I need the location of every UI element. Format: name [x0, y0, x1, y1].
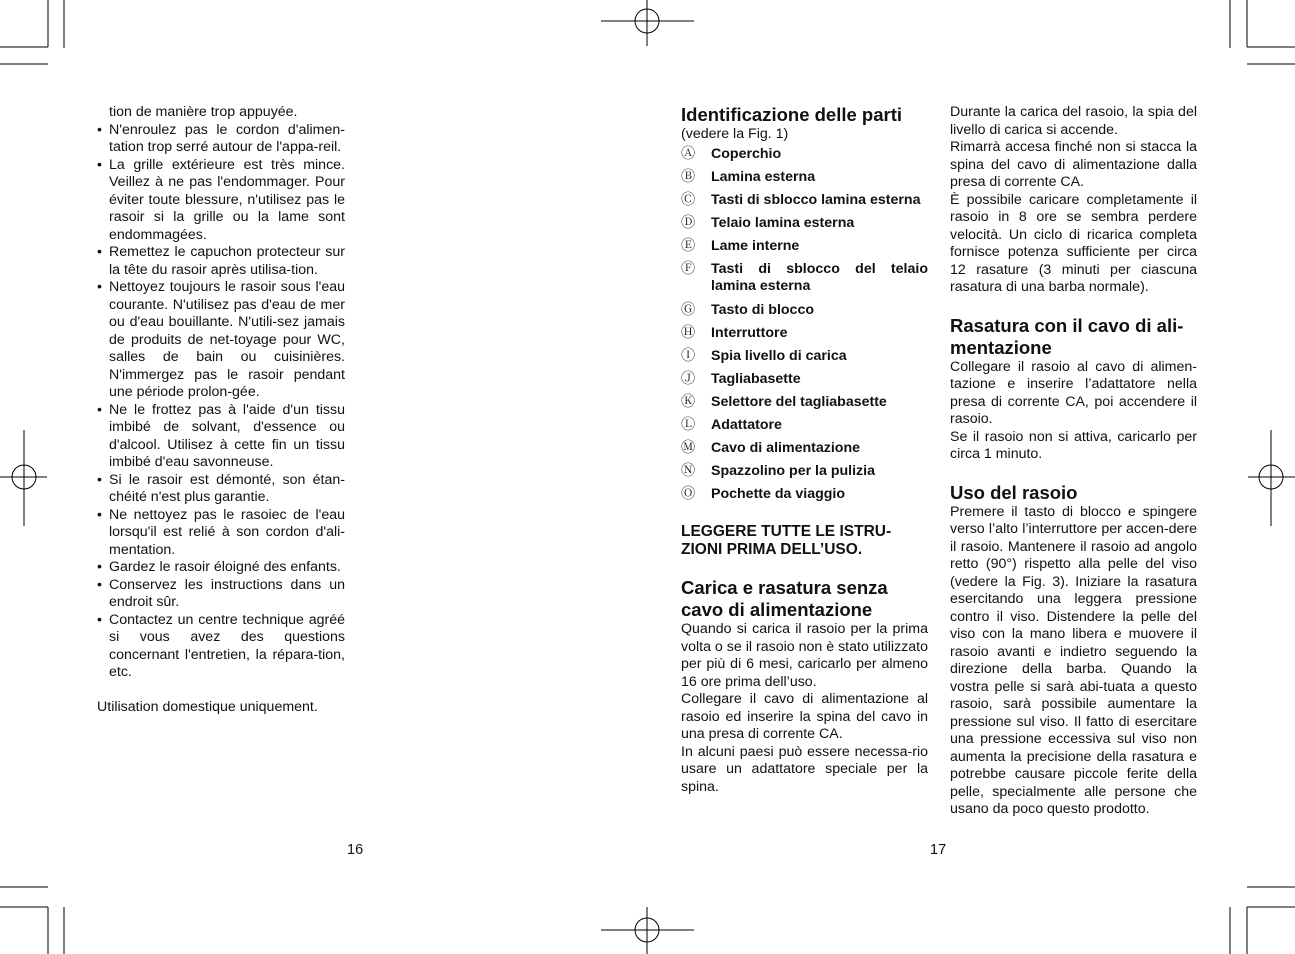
registration-mark-right [1248, 430, 1295, 526]
bullet-item: • Nettoyez toujours le rasoir sous l'eau courante. N'utilisez pas d'eau de mer ou d'eau bouillante. N'utili-sez jamais de produits de net-toyage pour WC, salles de bain ou cuisinières. N'immergez pas le rasoir pendant une période prolon-gée. [97, 279, 345, 402]
part-label: Tasto di blocco [711, 301, 814, 318]
bullet-item: • Gardez le rasoir éloigné des enfants. [97, 559, 345, 577]
bullet-item: • Ne le frottez pas à l'aide d'un tissu imbibé de solvant, d'essence ou d'alcool. Utilisez à cette fin un tissu imbibé d'eau savonneuse. [97, 402, 345, 472]
part-label: Spia livello di carica [711, 347, 847, 364]
circled-letter-b-icon: Ⓑ [681, 168, 696, 185]
part-label: Coperchio [711, 145, 782, 162]
circled-letter-o-icon: Ⓞ [681, 486, 696, 503]
part-label: Spazzolino per la pulizia [711, 463, 875, 480]
registration-mark-bottom [601, 907, 694, 954]
charging-paragraph: È possibile caricare completamente il rasoio in 8 ore se sembra perdere velocità. Un ciclo di ricarica completa fornisce potenza sufficiente per circa 12 rasature (3 minuti per ciascuna rasatura di una barba normale). [950, 191, 1197, 295]
cord-paragraph: Se il rasoio non si attiva, caricarlo per circa 1 minuto. [950, 428, 1197, 462]
registration-mark-left [0, 430, 47, 526]
part-item [681, 238, 928, 256]
cord-paragraph: Collegare il rasoio al cavo di alimen-tazione e inserire l’adattatore nella presa di corrente CA, poi accendere il rasoio. [950, 358, 1197, 427]
bullet-item: • La grille extérieure est très mince. Veillez à ne pas l'endommager. Pour éviter toute blessure, n'utilisez pas le rasoir si la grille ou la lame sont endommagées. [97, 157, 345, 245]
bullet-item: • Ne nettoyez pas le rasoiec de l'eau lorsqu'il est relié à son cordon d'ali-mentation. [97, 507, 345, 560]
charging-paragraph: Rimarrà accesa finché non si stacca la spina del cavo di alimentazione dalla presa di corrente CA. [950, 139, 1197, 190]
use-paragraph: Premere il tasto di blocco e spingere verso l’alto l’interruttore per accen-dere il rasoio. Mantenere il rasoio ad angolo retto (90°) rispetto alla pelle del viso (vedere la Fig. 3). Iniziare la rasatura esercitando una leggera pressione contro il viso. Distendere la pelle del viso con la mano libera e muovere il rasoio avanti e indietro seguendo la direzione della barba. Quando la vostra pelle si sarà abi-tuata a questo rasoio, sarà possibile aumentare la pressione sul viso. Il fatto di esercitare una pressione eccessiva sul viso non aumenta la precisione della rasatura e potrebbe causare piccole ferite della pelle, specialmente alle persone che usano da poco questo prodotto. [950, 503, 1197, 817]
parts-heading: Identificazione delle parti [681, 104, 903, 125]
bullet-item: • Remettez le capuchon protecteur sur la tête du rasoir après utilisa-tion. [97, 244, 345, 279]
circled-letter-d-icon: Ⓓ [681, 214, 696, 231]
circled-letter-j-icon: Ⓙ [681, 370, 696, 387]
parts-subheading: (vedere la Fig. 1) [681, 126, 789, 142]
part-item [681, 417, 928, 435]
circled-letter-g-icon: Ⓖ [681, 301, 696, 318]
cord-shaving-heading: Rasatura con il cavo di ali-mentazione [950, 314, 1184, 358]
circled-letter-f-icon: Ⓕ [681, 260, 696, 277]
part-item [681, 348, 928, 366]
part-item [681, 146, 928, 164]
circled-letter-n-icon: Ⓝ [681, 463, 696, 480]
circled-letter-e-icon: Ⓔ [681, 237, 696, 254]
part-item [681, 261, 928, 296]
parts-list [681, 146, 928, 504]
part-item [681, 463, 928, 481]
charging-paragraph: Quando si carica il rasoio per la prima volta o se il rasoio non è stato utilizzato per più di 6 mesi, caricarlo per almeno 16 ore prima dell’uso. [681, 621, 928, 690]
part-label: Tasti di sblocco del telaio lamina esterna [711, 260, 928, 295]
charging-heading: Carica e rasatura senza cavo di alimentazione [681, 577, 888, 621]
use-heading: Uso del rasoio [950, 481, 1078, 503]
part-item [681, 325, 928, 343]
part-item [681, 302, 928, 320]
safety-bullet-list [97, 122, 345, 682]
charging-paragraph: Collegare il cavo di alimentazione al rasoio ed inserire la spina del cavo in una presa di corrente CA. [681, 691, 928, 743]
read-all-instructions: LEGGERE TUTTE LE ISTRU-ZIONI PRIMA DELL’USO. [681, 523, 892, 559]
circled-letter-a-icon: Ⓐ [681, 145, 696, 162]
part-item [681, 371, 928, 389]
part-label: Tasti di sblocco lamina esterna [711, 191, 921, 208]
part-item [681, 486, 928, 504]
right-page-column-2 [950, 104, 1197, 819]
part-item [681, 394, 928, 412]
part-item [681, 192, 928, 210]
bullet-item: • Conservez les instructions dans un endroit sûr. [97, 577, 345, 612]
part-item [681, 440, 928, 458]
part-label: Pochette da viaggio [711, 486, 846, 503]
bullet-item: • Si le rasoir est démonté, son étan-chéité n'est plus garantie. [97, 472, 345, 507]
charging-paragraph: Durante la carica del rasoio, la spia del livello di carica si accende. [950, 104, 1197, 138]
circled-letter-k-icon: Ⓚ [681, 393, 696, 410]
page-number-right: 17 [930, 842, 947, 858]
circled-letter-h-icon: Ⓗ [681, 324, 696, 341]
circled-letter-c-icon: Ⓒ [681, 191, 696, 208]
part-label: Lame interne [711, 237, 800, 254]
part-label: Adattatore [711, 417, 782, 434]
part-label: Telaio lamina esterna [711, 214, 855, 231]
part-label: Selettore del tagliabasette [711, 393, 887, 410]
right-page-column-1 [681, 104, 928, 796]
part-item [681, 169, 928, 187]
charging-paragraph: In alcuni paesi può essere necessa-rio usare un adattatore speciale per la spina. [681, 743, 928, 795]
part-item [681, 215, 928, 233]
left-page-column [97, 104, 345, 717]
page-number-left: 16 [347, 842, 364, 858]
domestic-use-note: Utilisation domestique uniquement. [97, 699, 318, 715]
circled-letter-m-icon: Ⓜ [681, 440, 696, 457]
circled-letter-i-icon: Ⓘ [681, 347, 696, 364]
bullet-item: • N'enroulez pas le cordon d'alimen-tation trop serré autour de l'appa-reil. [97, 122, 345, 157]
part-label: Cavo di alimentazione [711, 440, 861, 457]
part-label: Interruttore [711, 324, 788, 341]
part-label: Tagliabasette [711, 370, 801, 387]
registration-mark-top [601, 0, 694, 46]
continuation-text: tion de manière trop appuyée. [109, 104, 298, 120]
part-label: Lamina esterna [711, 168, 816, 185]
bullet-item: • Contactez un centre technique agréé si vous avez des questions concernant l'entretien, la répara-tion, etc. [97, 612, 345, 682]
circled-letter-l-icon: Ⓛ [681, 417, 696, 434]
